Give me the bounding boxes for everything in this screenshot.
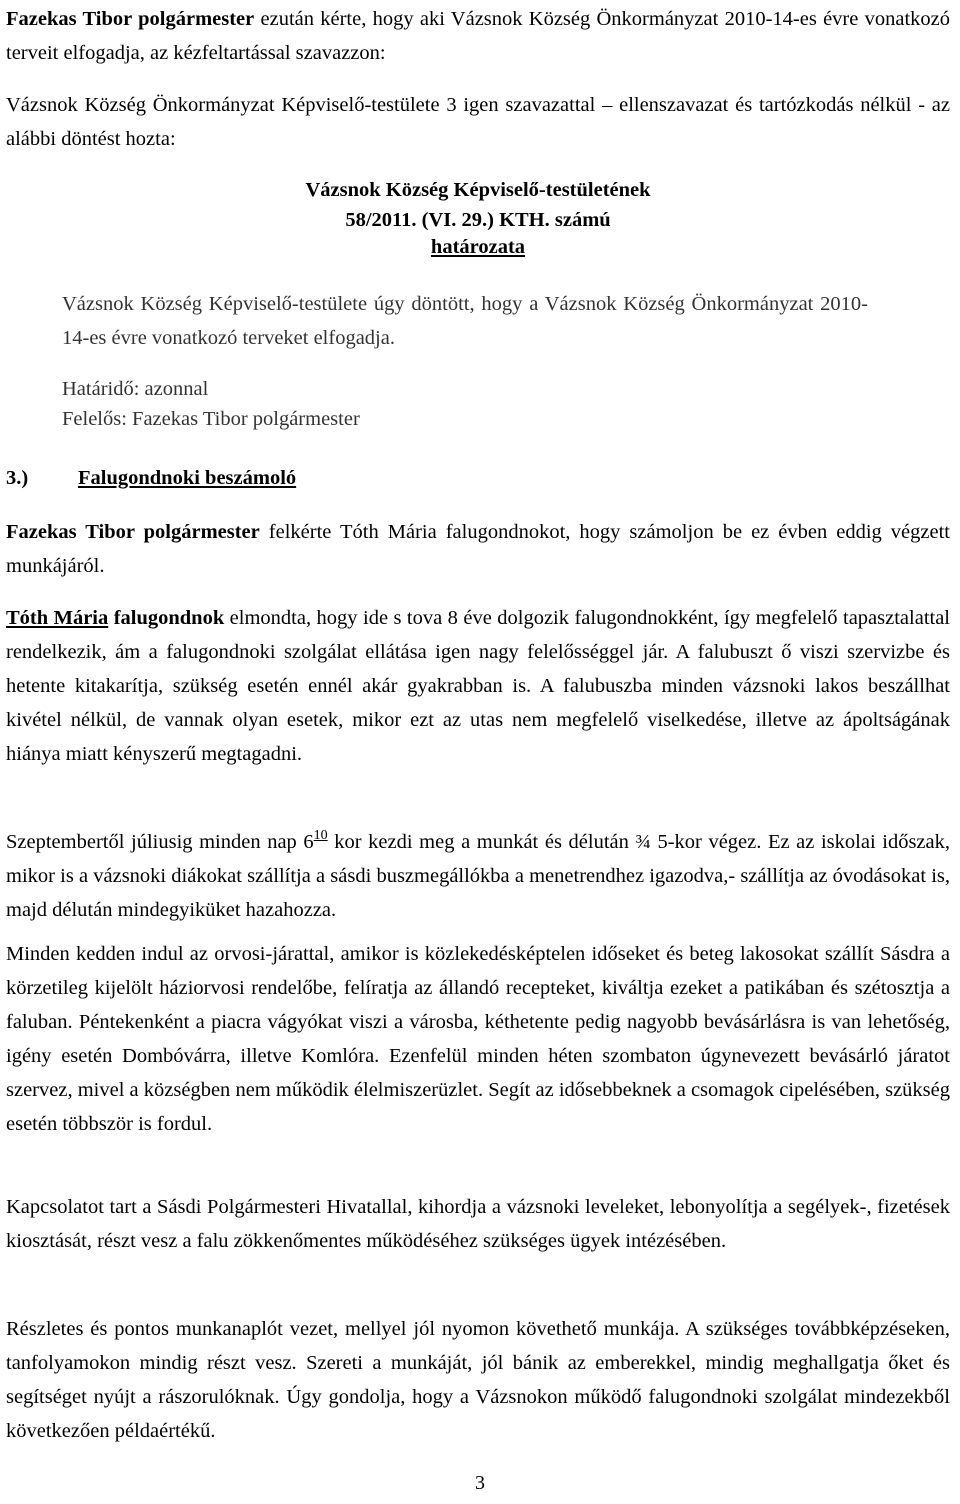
paragraph-transport: Minden kedden indul az orvosi-járattal, amikor is közlekedésképtelen időseket és beteg lakosokat szállít Sásdra a körzetileg kijelölt háziorvosi rendelőbe, felíratja az állandó recepteket, kiváltja ezeket a patikában és szétosztja a faluban. Péntekenként a piacra vágyókat viszi a városba, kéthetente pedig nagyobb bevásárlásra is van lehetőség, igény esetén Dombóvárra, illetve Komlóra. Ezenfelül minden héten szombaton úgynevezett bevásárló járatot szervez, mivel a községben nem működik élelmiszerüzlet. Segít az idősebbeknek a csomagok cipelésében, szükség esetén többször is fordul. bbox=[6, 943, 950, 1135]
resolution-title-label: határozata bbox=[430, 236, 526, 258]
vote-paragraph: Vázsnok Község Önkormányzat Képviselő-testülete 3 igen szavazattal – ellenszavazat és tartózkodás nélkül - az alábbi döntést hozta: bbox=[6, 94, 950, 150]
paragraph-request bbox=[6, 515, 950, 583]
page-number: 3 bbox=[475, 1472, 485, 1494]
resolution-body: Vázsnok Község Képviselő-testülete úgy döntött, hogy a Vázsnok Község Önkormányzat 2010-14-es évre vonatkozó terveket elfogadja. bbox=[62, 293, 868, 349]
paragraph-text: felkérte Tóth Mária falugondnokot, hogy számoljon be ez évben eddig végzett munkájáról. bbox=[6, 521, 950, 577]
caretaker-name: Tóth Mária bbox=[6, 607, 109, 629]
paragraph-text-rest: kor kezdi meg a munkát és délután ¾ 5-kor végez. Ez az iskolai időszak, mikor is a vázsnoki diákokat szállítja a sásdi buszmegállókba a menetrendhez igazodva,- szállítja az óvodásokat is, majd délután mindegyiküket hazahozza. bbox=[6, 831, 950, 921]
section-heading bbox=[6, 461, 296, 495]
resolution-title-number: 58/2011. (VI. 29.) KTH. számú bbox=[345, 209, 611, 231]
mayor-name: Fazekas Tibor polgármester bbox=[6, 521, 260, 543]
caretaker-role: falugondnok bbox=[108, 607, 225, 629]
section-number: 3.) bbox=[6, 467, 29, 489]
section-title: Falugondnoki beszámoló bbox=[78, 467, 297, 489]
paragraph-contacts: Kapcsolatot tart a Sásdi Polgármesteri Hivatallal, kihordja a vázsnoki leveleket, lebonyolítja a segélyek-, fizetések kiosztását, részt vesz a falu zökkenőmentes működéséhez szükséges ügyek intézésében. bbox=[6, 1196, 950, 1252]
resolution-responsible: Felelős: Fazekas Tibor polgármester bbox=[62, 408, 360, 430]
mayor-name: Fazekas Tibor polgármester bbox=[6, 8, 255, 30]
resolution-deadline: Határidő: azonnal bbox=[62, 378, 209, 400]
intro-text: ezután kérte, hogy aki Vázsnok Község Önkormányzat 2010-14-es évre vonatkozó terveit elfogadja, az kézfeltartással szavazzon: bbox=[6, 8, 950, 64]
time-superscript: 10 bbox=[313, 828, 328, 843]
intro-paragraph bbox=[6, 2, 950, 70]
paragraph-report bbox=[6, 601, 950, 771]
paragraph-text: elmondta, hogy ide s tova 8 éve dolgozik falugondnokként, így megfelelő tapasztalattal rendelkezik, ám a falugondnoki szolgálat ellátása igen nagy felelősséggel jár. A falubuszt ő viszi szervizbe és hetente kitakarítja, szükség esetén ennél akár gyakrabban is. A falubuszba minden vázsnoki lakos beszállhat kivétel nélkül, de vannak olyan esetek, mikor ezt az utas nem megfelelő viselkedése, illetve az ápoltságának hiánya miatt kényszerű megtagadni. bbox=[6, 607, 950, 765]
paragraph-schedule bbox=[6, 819, 950, 927]
resolution-title-body: Vázsnok Község Képviselő-testületének bbox=[305, 179, 651, 201]
paragraph-summary: Részletes és pontos munkanaplót vezet, mellyel jól nyomon követhető munkája. A szükséges továbbképzéseken, tanfolyamokon mindig részt vesz. Szereti a munkáját, jól bánik az emberekkel, mindig meghallgatja őket és segítséget nyújt a rászorulóknak. Úgy gondolja, hogy a Vázsnokon működő falugondnoki szolgálat mindezekből következően példaértékű. bbox=[6, 1318, 950, 1442]
paragraph-text-start: Szeptembertől júliusig minden nap 6 bbox=[6, 831, 314, 853]
